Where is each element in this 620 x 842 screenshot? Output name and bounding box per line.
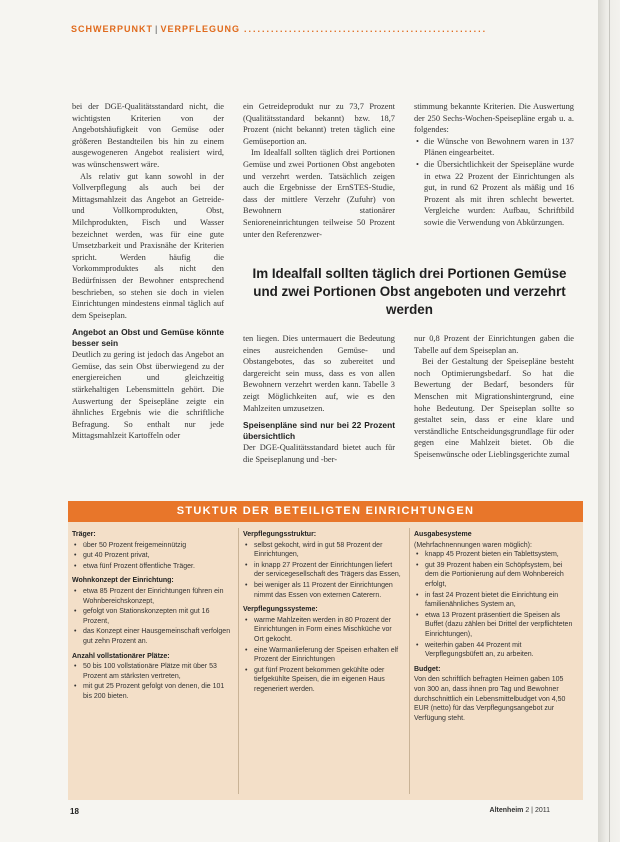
paragraph: Der DGE-Qualitätsstandard bietet auch für die Speiseplanung und -ber- bbox=[243, 443, 395, 464]
list-item: • etwa fünf Prozent öffentliche Träger. bbox=[83, 562, 232, 572]
bullet-list bbox=[243, 616, 403, 695]
list-item: • mit gut 25 Prozent gefolgt von denen, die 101 bis 200 bieten. bbox=[83, 682, 232, 701]
bullet-list bbox=[414, 550, 574, 660]
subheading: Angebot an Obst und Gemüse könnte besser sein bbox=[72, 327, 224, 348]
list-item: • etwa 85 Prozent der Einrichtungen führen ein Wohnbereichskonzept, bbox=[83, 587, 232, 606]
section-header: SCHWERPUNKT | VERPFLEGUNG ...................................................... bbox=[71, 24, 488, 34]
list-item: • die Übersichtlichkeit der Speisepläne wurde in etwa 22 Prozent der Einrichtungen als gut, in rund 62 Prozent als mäßig und 16 Prozent als mit ihren schlecht bewertet. Vergleiche wurden: Aufbau, Schriftbild sowie die Verwendung von Abkürzungen. bbox=[424, 159, 574, 229]
list-item: • die Wünsche von Bewohnern waren in 137 Plänen eingearbeitet. bbox=[424, 136, 574, 159]
list-item: • eine Warmanlieferung der Speisen erhalten elf Prozent der Einrichtungen bbox=[254, 646, 403, 665]
paragraph: nur 0,8 Prozent der Einrichtungen gaben die Tabelle auf dem Speiseplan an. bbox=[414, 334, 574, 355]
page-edge bbox=[598, 0, 620, 842]
box-heading: Träger: bbox=[72, 531, 96, 538]
paragraph: Bei der Gestaltung der Speisepläne besteht noch Optimierungsbedarf. So hat die Bewertung der Bedarf, besonders für Menschen mit Migrationshintergrund, eine hohe Bedeutung. Der Speiseplan sollte so gestaltet sein, dass er eine klare und verständliche Entscheidungsgrundlage für oder gegen eine Mahlzeit bietet. Ob die Speisenwünsche oder Lieblingsgerichte zumal bbox=[414, 357, 574, 459]
list-item: • gut 39 Prozent haben ein Schöpfsystem, bei dem die Portionierung auf dem Wohnbereich erfolgt, bbox=[425, 561, 574, 590]
box-paragraph: Von den schriftlich befragten Heimen gaben 105 von 300 an, dass ihnen pro Tag und Bewohner durchschnittlich ein Lebensmittelbudget von 4,50 EUR (netto) für das Verpflegungsangebot zur Verfügung steht. bbox=[414, 676, 566, 722]
list-item: • in knapp 27 Prozent der Einrichtungen liefert der servicegesellschaft des Trägers das Essen, bbox=[254, 561, 403, 580]
bullet-list bbox=[72, 662, 232, 701]
subheading: Speisenpläne sind nur bei 22 Prozent übersichtlich bbox=[243, 420, 395, 441]
bullet-list bbox=[72, 587, 232, 647]
list-item: • bei weniger als 11 Prozent der Einrichtungen nimmt das Essen von externen Caterern. bbox=[254, 581, 403, 600]
list-item: • selbst gekocht, wird in gut 58 Prozent der Einrichtungen, bbox=[254, 541, 403, 560]
page-number: 18 bbox=[70, 807, 79, 816]
article-column-2-bottom bbox=[243, 333, 395, 465]
list-item: • das Konzept einer Hausgemeinschaft verfolgen gut zehn Prozent an. bbox=[83, 627, 232, 646]
box-heading: Ausgabesysteme bbox=[414, 531, 472, 538]
box-lead: (Mehrfachnennungen waren möglich): bbox=[414, 541, 532, 549]
info-box-column-1 bbox=[72, 530, 232, 703]
magazine-footer bbox=[490, 807, 550, 814]
list-item: • knapp 45 Prozent bieten ein Tablettsystem, bbox=[425, 550, 574, 560]
pull-quote: Im Idealfall sollten täglich drei Portionen Gemüse und zwei Portionen Obst angeboten und verzehrt werden bbox=[252, 266, 567, 317]
box-heading: Wohnkonzept der Einrichtung: bbox=[72, 577, 174, 585]
bullet-list bbox=[72, 541, 232, 572]
list-item: • über 50 Prozent freigemeinnützig bbox=[83, 541, 232, 551]
bullet-list bbox=[243, 541, 403, 601]
paragraph: Deutlich zu gering ist jedoch das Angebot an Gemüse, das sein Obst überwiegend zu der energiereichen und gleichzeitig stärkehaltigen Lebensmitteln gehört. Die Auswertung der Speisepläne zeigte ein ähnliches Ergebnis wie die schriftliche Befragung. So enthalt nur jede Mittagsmahlzeit Kartoffeln oder bbox=[72, 350, 224, 441]
paragraph: stimmung bekannte Kriterien. Die Auswertung der 250 Sechs-Wochen-Speisepläne ergab u. a. folgendes: bbox=[414, 102, 574, 135]
paragraph: ten liegen. Dies untermauert die Bedeutung eines ausreichenden Gemüse- und Obstangebotes, das so zubereitet und dargereicht sein muss, dass es von allen Bewohnern verzehrt werden kann. Tabelle 3 zeigt Möglichkeiten auf, wie es den Mahlzeiten umzusetzen. bbox=[243, 334, 395, 413]
magazine-name: Altenheim bbox=[489, 807, 524, 814]
section-label: SCHWERPUNKT bbox=[71, 24, 153, 34]
info-box-column-2 bbox=[243, 530, 403, 696]
paragraph: bei der DGE-Qualitätsstandard nicht, die wichtigsten Kriterien von der Angebotshäufigkeit von Gemüse oder größeren Bestandteilen bis hin zu einem ausgewogeneren Angebot realisiert wird, was wünschenswert wäre. bbox=[72, 102, 224, 169]
paragraph: Als relativ gut kann sowohl in der Vollverpflegung als auch bei der Mittagsmahlzeit das Angebot an Getreide- und Vollkornprodukten, Obst, Milchprodukten, Fisch und Wasser bezeichnet werden, was für eine gute Umsetzbarkeit und Praxisnähe der Kriterien spricht. Werden häufig die Vorkommproduktes als nicht den Bedürfnissen der Bewohner entsprechend beschrieben, so stehen sie doch in vielen Einrichtungen mindestens einmal täglich auf dem Speiseplan. bbox=[72, 171, 224, 320]
box-heading: Verpflegungsstruktur: bbox=[243, 531, 317, 538]
column-divider bbox=[238, 528, 239, 794]
info-box-column-3 bbox=[414, 530, 574, 723]
column-divider bbox=[409, 528, 410, 794]
list-item: • gut 40 Prozent privat, bbox=[83, 551, 232, 561]
list-item: • 50 bis 100 vollstationäre Plätze mit über 53 Prozent am stärksten vertreten, bbox=[83, 662, 232, 681]
header-dotted-rule: ...................................................... bbox=[244, 24, 488, 34]
box-heading: Budget: bbox=[414, 665, 441, 673]
list-item: • gefolgt von Stationskonzepten mit gut 16 Prozent, bbox=[83, 607, 232, 626]
list-item: • warme Mahlzeiten werden in 80 Prozent der Einrichtungen in Form eines Mischküche vor Ort gekocht. bbox=[254, 616, 403, 645]
paragraph: ein Getreideprodukt nur zu 73,7 Prozent (Qualitätsstandard bekannt) bzw. 18,7 Prozent (nicht bekannt) treten täglich eine Gemüseportion an. bbox=[243, 102, 395, 146]
list-item: • in fast 24 Prozent bietet die Einrichtung ein familienähnliches System an, bbox=[425, 591, 574, 610]
bullet-list bbox=[414, 136, 574, 229]
info-box bbox=[68, 522, 583, 800]
topic-label: VERPFLEGUNG bbox=[160, 24, 241, 34]
article-column-1 bbox=[72, 101, 224, 442]
list-item: • etwa 13 Prozent präsentiert die Speisen als Buffet (dazu zählen bei Drittel der verpflichteten Einrichtungen), bbox=[425, 611, 574, 640]
list-item: • gut fünf Prozent bekommen gekühlte oder tiefgekühlte Speisen, die im eigenen Haus regeneriert werden. bbox=[254, 666, 403, 695]
article-column-3-bottom bbox=[414, 333, 574, 461]
box-heading: Verpflegungssysteme: bbox=[243, 606, 318, 614]
article-column-3-top bbox=[414, 101, 574, 229]
info-box-title: STUKTUR DER BETEILIGTEN EINRICHTUNGEN bbox=[68, 501, 583, 522]
article-column-2-top bbox=[243, 101, 395, 240]
issue-number: 2 | 2011 bbox=[525, 807, 550, 814]
box-heading: Anzahl vollstationärer Plätze: bbox=[72, 652, 170, 660]
paragraph: Im Idealfall sollten täglich drei Portionen Gemüse und zwei Portionen Obst angeboten und verzehrt werden. Tatsächlich zeigen auch die Ergebnisse der ErnSTES-Studie, dass der mittlere Verzehr (Zufuhr) von Bewohnern stationärer Senioreneinrichtungen teilweise 50 Prozent unter den Referenzwer- bbox=[243, 148, 395, 239]
list-item: • weiterhin gaben 44 Prozent mit Verpflegungsbüfett an, zu arbeiten. bbox=[425, 641, 574, 660]
